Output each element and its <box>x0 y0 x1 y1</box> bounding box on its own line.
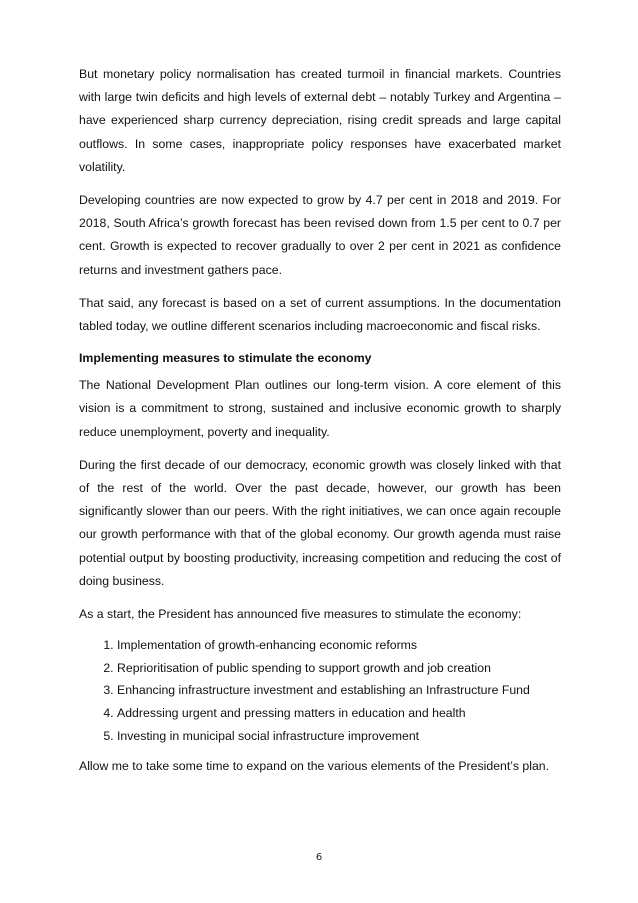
paragraph-closing: Allow me to take some time to expand on the various elements of the President’s plan. <box>79 759 550 774</box>
paragraph-ndp-vision: The National Development Plan outlines our long-term vision. A core element of this vision is a commitment to strong, sustained and inclusive economic growth to sharply reduce unemployment, poverty and inequality. <box>79 378 561 439</box>
section-heading: Implementing measures to stimulate the economy <box>79 351 372 366</box>
paragraph-growth-forecast: Developing countries are now expected to grow by 4.7 per cent in 2018 and 2019. For 2018, South Africa’s growth forecast has been revised down from 1.5 per cent to 0.7 per cent. Growth is expected to recover gradually to over 2 per cent in 2021 as confidence returns and investment gathers pace. <box>79 193 561 277</box>
page-body <box>79 63 561 788</box>
list-item: 1. Implementation of growth-enhancing economic reforms <box>117 634 561 657</box>
list-item: 3. Enhancing infrastructure investment and establishing an Infrastructure Fund <box>117 679 561 702</box>
list-item: 4. Addressing urgent and pressing matters in education and health <box>117 702 561 725</box>
paragraph-growth-history: During the first decade of our democracy, economic growth was closely linked with that of the rest of the world. Over the past decade, however, our growth has been significantly slower than our peers. With the right initiatives, we can once again recouple our growth performance with that of the global economy. Our growth agenda must raise potential output by boosting productivity, increasing competition and reducing the cost of doing business. <box>79 457 561 588</box>
list-item: 2. Reprioritisation of public spending to support growth and job creation <box>117 657 561 680</box>
paragraph-forecast-assumptions: That said, any forecast is based on a set of current assumptions. In the documentation tabled today, we outline different scenarios including macroeconomic and fiscal risks. <box>79 295 561 334</box>
page-number: 6 <box>315 852 323 863</box>
list-item: 5. Investing in municipal social infrastructure improvement <box>117 725 561 748</box>
paragraph-market-turmoil: But monetary policy normalisation has created turmoil in financial markets. Countries with large twin deficits and high levels of external debt – notably Turkey and Argentina – have experienced sharp currency depreciation, rising credit spreads and large capital outflows. In some cases, inappropriate policy responses have exacerbated market volatility. <box>79 67 561 174</box>
paragraph-measures-intro: As a start, the President has announced five measures to stimulate the economy: <box>79 607 522 622</box>
measures-list <box>79 634 561 747</box>
